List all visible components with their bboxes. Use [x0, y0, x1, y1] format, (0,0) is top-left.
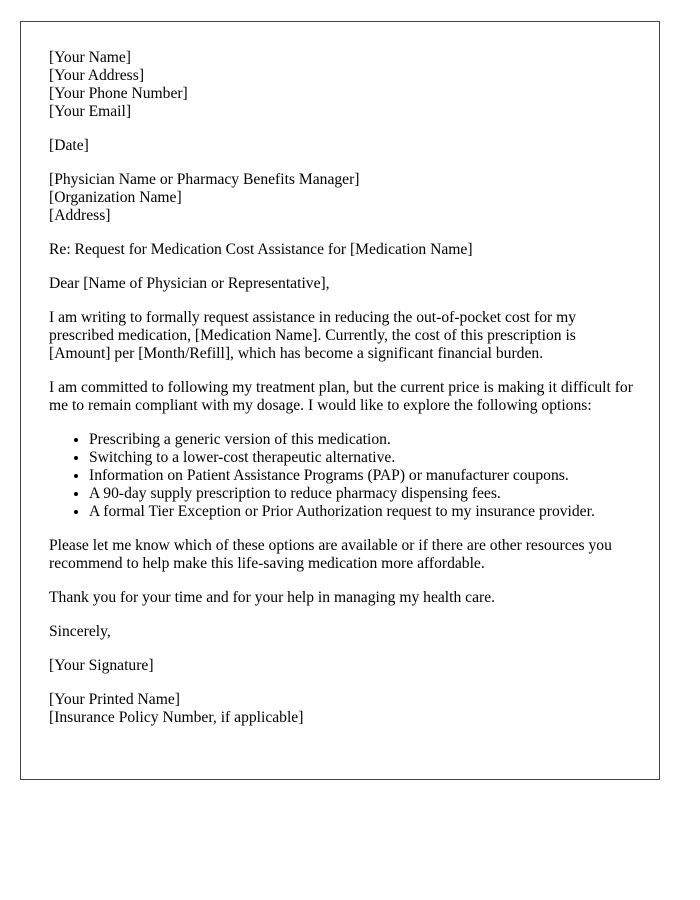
list-item: • Information on Patient Assistance Programs (PAP) or manufacturer coupons. [89, 467, 639, 485]
list-item: • Prescribing a generic version of this medication. [89, 431, 639, 449]
signature: [Your Signature] [49, 657, 154, 674]
list-item: • Switching to a lower-cost therapeutic alternative. [89, 449, 639, 467]
body-paragraph-2: I am committed to following my treatment plan, but the current price is making it difficult for me to remain compliant with my dosage. I would like to explore the following options: [49, 379, 633, 414]
recipient-address: [Address] [49, 207, 111, 224]
salutation: Dear [Name of Physician or Representative], [49, 275, 330, 292]
letter-page [20, 21, 660, 780]
date-block [49, 137, 639, 155]
letter-body [49, 49, 639, 743]
printed-name-block [49, 691, 639, 727]
policy-number: [Insurance Policy Number, if applicable] [49, 709, 304, 726]
closing-paragraph-2: Thank you for your time and for your help in managing my health care. [49, 589, 496, 606]
subject-line: Re: Request for Medication Cost Assistance for [Medication Name] [49, 241, 473, 258]
body-paragraph-1: I am writing to formally request assistance in reducing the out-of-pocket cost for my prescribed medication, [Medication Name]. Currently, the cost of this prescription is [Amount] per [Month/Refill], which has become a significant financial burden. [49, 309, 577, 362]
sender-phone: [Your Phone Number] [49, 85, 188, 102]
list-item: • A formal Tier Exception or Prior Authorization request to my insurance provider. [89, 503, 639, 521]
printed-name: [Your Printed Name] [49, 691, 180, 708]
sender-address: [Your Address] [49, 67, 145, 84]
sender-block [49, 49, 639, 121]
closing-paragraph-1: Please let me know which of these options are available or if there are other resources you recommend to help make this life-saving medication more affordable. [49, 537, 612, 572]
recipient-organization: [Organization Name] [49, 189, 182, 206]
recipient-name: [Physician Name or Pharmacy Benefits Manager] [49, 171, 360, 188]
letter-date: [Date] [49, 137, 89, 154]
sender-name: [Your Name] [49, 49, 132, 66]
list-item: • A 90-day supply prescription to reduce pharmacy dispensing fees. [89, 485, 639, 503]
sign-off: Sincerely, [49, 623, 111, 640]
options-list [49, 431, 639, 521]
recipient-block [49, 171, 639, 225]
sender-email: [Your Email] [49, 103, 132, 120]
